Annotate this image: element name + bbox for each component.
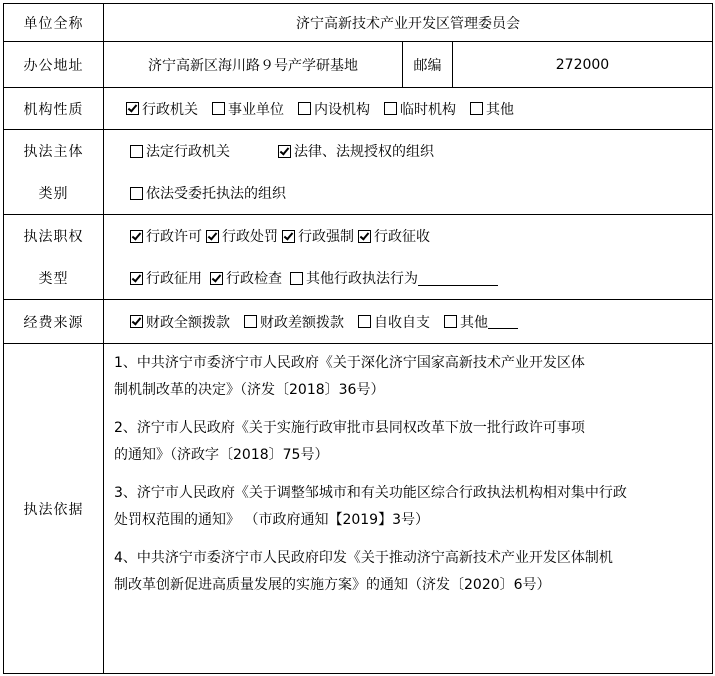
- checkbox-icon[interactable]: [282, 230, 295, 243]
- basis-item-line: 4、中共济宁市委济宁市人民政府印发《关于推动济宁高新技术产业开发区体制机: [114, 550, 613, 566]
- checkbox-icon[interactable]: [130, 145, 143, 158]
- option-label: 行政许可: [146, 229, 202, 245]
- nature-options-list: [126, 99, 712, 119]
- checkbox-icon[interactable]: [384, 102, 397, 115]
- row-nature: [4, 88, 713, 130]
- basis-item-line: 3、济宁市人民政府《关于调整邹城市和有关功能区综合行政执法机构相对集中行政: [114, 485, 627, 501]
- checkbox-icon[interactable]: [210, 272, 223, 285]
- funding-options-list: [130, 312, 712, 332]
- basis-item-line: 制改革创新促进高质量发展的实施方案》的通知（济发〔2020〕6号）: [114, 577, 551, 593]
- checkbox-icon[interactable]: [278, 145, 291, 158]
- checkbox-icon[interactable]: [130, 230, 143, 243]
- option-label: 行政征用: [146, 271, 202, 287]
- basis-item-line: 处罚权范围的通知》 （市政府通知【2019】3号）: [114, 512, 429, 528]
- label-postcode: 邮编: [403, 42, 453, 88]
- option-label: 其他: [460, 314, 488, 331]
- checkbox-icon[interactable]: [358, 315, 371, 328]
- funding-option[interactable]: [130, 312, 230, 332]
- value-unit-name: 济宁高新技术产业开发区管理委员会: [104, 4, 713, 42]
- nature-option[interactable]: [384, 99, 456, 119]
- power-option[interactable]: [210, 268, 282, 288]
- label-subject-line2: 类别: [38, 186, 69, 202]
- label-power-line2: 类型: [38, 271, 69, 287]
- label-funding: 经费来源: [4, 300, 104, 344]
- nature-option[interactable]: [126, 99, 198, 119]
- power-options-line2: [130, 257, 712, 299]
- nature-options: [104, 88, 713, 130]
- label-subject-line1: 执法主体: [23, 144, 84, 160]
- checkbox-icon[interactable]: [212, 102, 225, 115]
- option-label: 其他: [486, 101, 514, 118]
- power-option[interactable]: [358, 226, 430, 246]
- label-unit-name: 单位全称: [4, 4, 104, 42]
- checkbox-icon[interactable]: [358, 230, 371, 243]
- subject-options-line2: [130, 172, 712, 214]
- power-options-line1: [130, 215, 712, 257]
- checkbox-icon[interactable]: [298, 102, 311, 115]
- power-option[interactable]: [206, 226, 278, 246]
- basis-item-line: 1、中共济宁市委济宁市人民政府《关于深化济宁国家高新技术产业开发区体: [114, 355, 585, 371]
- label-subject: [4, 130, 104, 215]
- row-name: [4, 4, 713, 42]
- subject-option[interactable]: [130, 141, 230, 161]
- checkbox-icon[interactable]: [244, 315, 257, 328]
- power-option[interactable]: [282, 226, 354, 246]
- power-options: [104, 215, 713, 300]
- option-label: 行政征收: [374, 229, 430, 245]
- option-label: 其他行政执法行为: [306, 271, 418, 287]
- option-label: 行政检查: [226, 271, 282, 287]
- fill-in-blank[interactable]: [418, 271, 498, 286]
- row-subject: [4, 130, 713, 215]
- basis-item-line: 的通知》（济政字〔2018〕75号）: [114, 447, 329, 463]
- power-option[interactable]: [130, 226, 202, 246]
- option-label: 法律、法规授权的组织: [294, 144, 434, 160]
- value-postcode: 272000: [453, 42, 713, 88]
- nature-option[interactable]: [212, 99, 284, 119]
- checkbox-icon[interactable]: [130, 272, 143, 285]
- funding-option[interactable]: [244, 312, 344, 332]
- nature-option[interactable]: [298, 99, 370, 119]
- option-label: 内设机构: [314, 101, 370, 118]
- option-label: 法定行政机关: [146, 144, 230, 160]
- option-label: 临时机构: [400, 101, 456, 118]
- option-label: 依法受委托执法的组织: [146, 186, 286, 202]
- row-power: [4, 215, 713, 300]
- label-address: 办公地址: [4, 42, 104, 88]
- checkbox-icon[interactable]: [130, 187, 143, 200]
- subject-options-line1: [130, 130, 712, 172]
- row-address: [4, 42, 713, 88]
- checkbox-icon[interactable]: [444, 315, 457, 328]
- checkbox-icon[interactable]: [206, 230, 219, 243]
- basis-item-line: 2、济宁市人民政府《关于实施行政审批市县同权改革下放一批行政许可事项: [114, 420, 585, 436]
- checkbox-icon[interactable]: [130, 315, 143, 328]
- power-option[interactable]: [130, 268, 202, 288]
- nature-option[interactable]: [470, 99, 514, 119]
- option-label: 财政差额拨款: [260, 314, 344, 331]
- basis-item-line: 制机制改革的决定》（济发〔2018〕36号）: [114, 382, 385, 398]
- basis-content: [104, 344, 713, 674]
- power-option[interactable]: [290, 268, 498, 288]
- checkbox-icon[interactable]: [290, 272, 303, 285]
- option-label: 行政强制: [298, 229, 354, 245]
- row-basis: [4, 344, 713, 674]
- funding-option[interactable]: [358, 312, 430, 332]
- label-basis: 执法依据: [4, 344, 104, 674]
- option-label: 事业单位: [228, 101, 284, 118]
- option-label: 自收自支: [374, 314, 430, 331]
- org-info-table: [3, 3, 713, 674]
- label-nature: 机构性质: [4, 88, 104, 130]
- value-address: 济宁高新区海川路９号产学研基地: [104, 42, 403, 88]
- label-power-line1: 执法职权: [23, 229, 84, 245]
- option-label: 财政全额拨款: [146, 314, 230, 331]
- label-power: [4, 215, 104, 300]
- funding-option[interactable]: [444, 312, 518, 332]
- checkbox-icon[interactable]: [126, 102, 139, 115]
- row-funding: [4, 300, 713, 344]
- funding-options: [104, 300, 713, 344]
- subject-option[interactable]: [130, 183, 286, 203]
- option-label: 行政机关: [142, 101, 198, 118]
- subject-options: [104, 130, 713, 215]
- subject-option[interactable]: [278, 141, 434, 161]
- option-label: 行政处罚: [222, 229, 278, 245]
- fill-in-blank[interactable]: [488, 314, 518, 329]
- checkbox-icon[interactable]: [470, 102, 483, 115]
